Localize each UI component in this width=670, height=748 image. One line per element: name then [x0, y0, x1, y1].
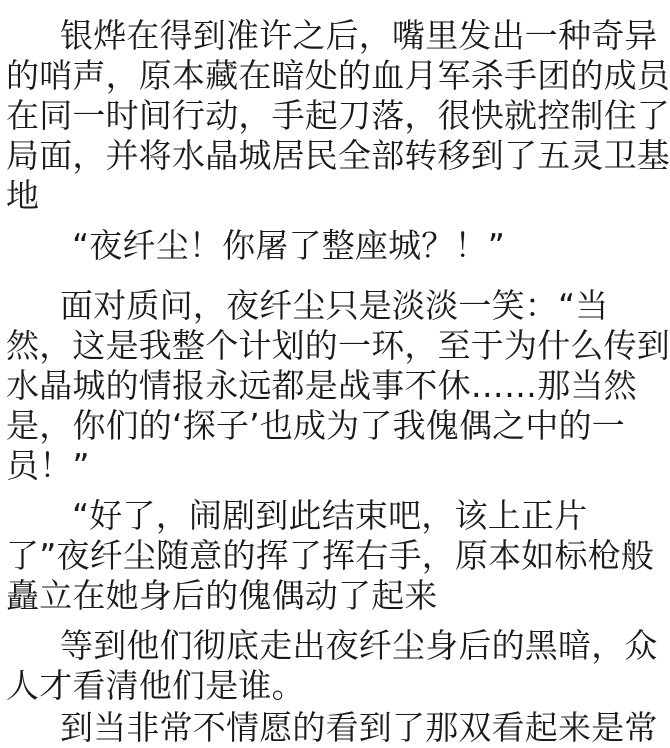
text-line: “夜纤尘！你屠了整座城？！” — [72, 226, 505, 265]
text-line: 然，这是我整个计划的一环，至于为什么传到 — [6, 326, 670, 365]
text-line-cut-off: 到当非常不情愿的看到了那双看起来是常 — [60, 708, 658, 747]
text-line: 面对质问，夜纤尘只是淡淡一笑：“当 — [60, 286, 609, 325]
text-line: 员！” — [6, 446, 90, 485]
text-line: 在同一时间行动，手起刀落，很快就控制住了 — [6, 96, 670, 135]
text-line: 水晶城的情报永远都是战事不休……那当然 — [6, 366, 637, 405]
text-line: 局面，并将水晶城居民全部转移到了五灵卫基 — [6, 136, 670, 175]
text-line: 了”夜纤尘随意的挥了挥右手，原本如标枪般 — [6, 536, 655, 575]
text-line: 是，你们的‘探子’也成为了我傀偶之中的一 — [6, 406, 625, 445]
text-line: “好了，闹剧到此结束吧，该上正片 — [72, 496, 588, 535]
text-line: 矗立在她身后的傀偶动了起来 — [6, 576, 438, 615]
text-line: 地 — [6, 176, 40, 215]
text-line: 人才看清他们是谁。 — [6, 666, 305, 705]
text-line: 等到他们彻底走出夜纤尘身后的黑暗，众 — [60, 626, 658, 665]
text-line: 的哨声，原本藏在暗处的血月军杀手团的成员 — [6, 56, 670, 95]
text-line: 银烨在得到准许之后，嘴里发出一种奇异 — [60, 16, 658, 55]
